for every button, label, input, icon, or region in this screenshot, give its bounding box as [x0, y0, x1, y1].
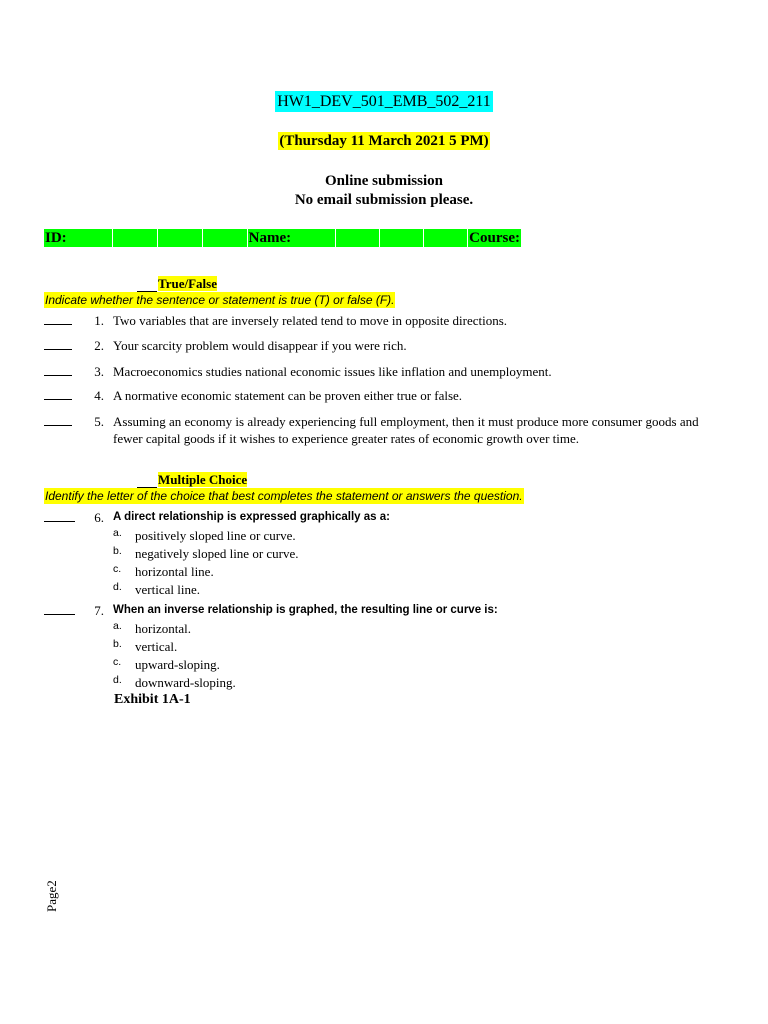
question-text: Your scarcity problem would disappear if you were rich. — [113, 338, 407, 353]
answer-blank — [44, 614, 75, 615]
course-label: Course: — [469, 230, 520, 246]
name-field-cell — [292, 229, 336, 247]
page-number-label: Page2 — [44, 880, 59, 912]
due-date — [0, 133, 768, 150]
option-text: horizontal line. — [135, 564, 214, 579]
question-number: 3. — [94, 364, 104, 379]
name-field-cell — [424, 229, 468, 247]
option-text: vertical. — [135, 639, 178, 654]
option-letter: c. — [113, 563, 122, 575]
student-info-row — [44, 229, 528, 247]
question-text: Macroeconomics studies national economic issues like inflation and unemployment. — [113, 364, 552, 379]
question-text: When an inverse relationship is graphed, the resulting line or curve is: — [113, 604, 498, 616]
name-field-cell — [380, 229, 424, 247]
question-number: 6. — [94, 510, 104, 525]
submission-note-line2: No email submission please. — [294, 192, 474, 208]
name-field-cell — [336, 229, 380, 247]
option-letter: b. — [113, 638, 122, 650]
due-date-text: (Thursday 11 March 2021 5 PM) — [279, 133, 489, 149]
option-text: negatively sloped line or curve. — [135, 546, 299, 561]
option-text: vertical line. — [135, 582, 200, 597]
option-letter: d. — [113, 674, 122, 686]
name-label: Name: — [248, 230, 292, 246]
true-false-instruction — [44, 293, 395, 308]
answer-blank — [44, 521, 75, 522]
page-title — [0, 93, 768, 111]
id-field-cell — [203, 229, 248, 247]
answer-blank — [44, 399, 72, 400]
multiple-choice-heading-text: Multiple Choice — [158, 472, 248, 487]
question-text: A direct relationship is expressed graphically as a: — [113, 511, 390, 523]
exhibit-title: Exhibit 1A-1 — [114, 692, 191, 707]
question-number: 5. — [94, 414, 104, 429]
question-text: A normative economic statement can be proven either true or false. — [113, 388, 463, 403]
submission-note — [0, 172, 768, 210]
question-text: Assuming an economy is already experiencing full employment, then it must produce more consumer goods and fewer capital goods if it wishes to experience greater rates of economic growth over time. — [113, 414, 699, 446]
id-field-cell — [113, 229, 158, 247]
option-text: horizontal. — [135, 621, 191, 636]
true-false-instruction-text: Indicate whether the sentence or statement is true (T) or false (F). — [45, 293, 395, 307]
id-label: ID: — [45, 230, 67, 246]
option-text: upward-sloping. — [135, 657, 220, 672]
question-number: 4. — [94, 388, 104, 403]
answer-blank — [44, 425, 72, 426]
id-field-cell — [68, 229, 113, 247]
question-number: 2. — [94, 338, 104, 353]
option-letter: c. — [113, 656, 122, 668]
submission-note-line1: Online submission — [325, 173, 443, 189]
true-false-heading — [137, 276, 217, 292]
question-text: Two variables that are inversely related tend to move in opposite directions. — [113, 313, 508, 328]
multiple-choice-instruction-text: Identify the letter of the choice that best completes the statement or answers the question. — [45, 489, 523, 503]
multiple-choice-heading — [137, 472, 247, 488]
option-text: positively sloped line or curve. — [135, 528, 296, 543]
true-false-heading-text: True/False — [158, 276, 217, 291]
question-number: 7. — [94, 603, 104, 618]
answer-blank — [44, 375, 72, 376]
option-text: downward-sloping. — [135, 675, 236, 690]
multiple-choice-instruction — [44, 489, 524, 504]
answer-blank — [44, 324, 72, 325]
option-letter: a. — [113, 527, 122, 539]
option-letter: d. — [113, 581, 122, 593]
option-letter: b. — [113, 545, 122, 557]
title-text: HW1_DEV_501_EMB_502_211 — [277, 93, 491, 110]
id-field-cell — [158, 229, 203, 247]
answer-blank — [44, 349, 72, 350]
question-number: 1. — [94, 313, 104, 328]
option-letter: a. — [113, 620, 122, 632]
